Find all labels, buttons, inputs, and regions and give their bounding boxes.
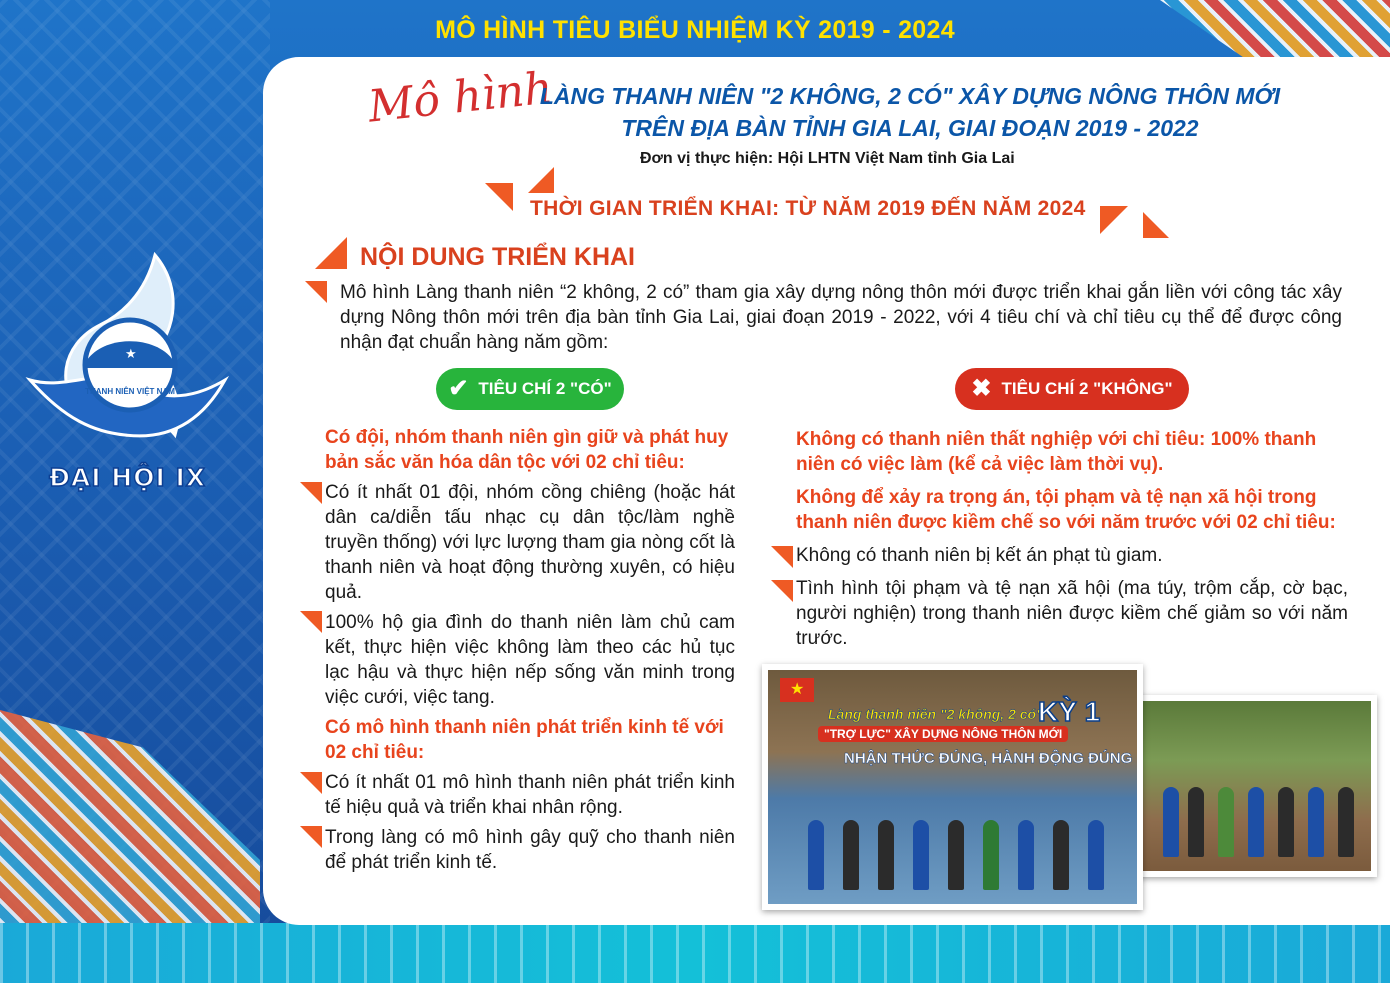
khong-heading1: Không có thanh niên thất nghiệp với chỉ tiêu: 100% thanh niên có việc làm (kể cả việc làm thời vụ). [796, 429, 1317, 475]
header-title: MÔ HÌNH TIÊU BIỂU NHIỆM KỲ 2019 - 2024 [435, 16, 955, 44]
criteria-co-label: TIÊU CHÍ 2 "CÓ" [478, 379, 612, 398]
section-heading: NỘI DUNG TRIỂN KHAI [360, 243, 635, 271]
co-group1-heading: Có đội, nhóm thanh niên gìn giữ và phát huy bản sắc văn hóa dân tộc với 02 chỉ tiêu: [325, 427, 729, 473]
banner-line2: "TRỢ LỰC" XÂY DỰNG NÔNG THÔN MỚI [818, 726, 1068, 742]
star-icon: ★ [125, 347, 137, 362]
bullet-triangle-icon [300, 772, 322, 794]
logo-ring-text: THANH NIÊN VIỆT NAM [85, 387, 175, 396]
criteria-khong-label: TIÊU CHÍ 2 "KHÔNG" [1001, 379, 1173, 398]
bullet-triangle-icon [300, 482, 322, 504]
cross-icon: ✖ [971, 375, 992, 402]
bullet-triangle-icon [300, 611, 322, 633]
photo-villagers [1137, 695, 1377, 877]
bullet-triangle-icon [771, 580, 793, 602]
flag-icon [780, 678, 814, 702]
corner-triangle [528, 167, 554, 193]
co-group2-item2: Trong làng có mô hình gây quỹ cho thanh niên để phát triển kinh tế. [325, 827, 735, 873]
check-icon: ✔ [448, 375, 469, 402]
photo-news-banner [762, 664, 1143, 910]
bullet-triangle-icon [771, 546, 793, 568]
model-title-line2: TRÊN ĐỊA BÀN TỈNH GIA LAI, GIAI ĐOẠN 2019 - 2022 [621, 115, 1199, 141]
co-group1-item2: 100% hộ gia đình do thanh niên làm chủ cam kết, thực hiện việc không làm theo các hủ tục lạc hậu và thực hiện nếp sống văn minh trong việc cưới, việc tang. [325, 612, 735, 708]
implementing-unit: Đơn vị thực hiện: Hội LHTN Việt Nam tỉnh Gia Lai [640, 150, 1015, 167]
khong-item2: Tình hình tội phạm và tệ nạn xã hội (ma túy, trộm cắp, cờ bạc, người nghiện) trong thanh niên được kiềm chế giảm so với năm trước. [796, 578, 1348, 649]
corner-triangle [1143, 212, 1169, 238]
logo-caption: ĐẠI HỘI IX [48, 463, 207, 492]
co-group2-item1: Có ít nhất 01 mô hình thanh niên phát triển kinh tế hiệu quả và triển khai nhân rộng. [325, 772, 735, 818]
bullet-triangle-icon [300, 826, 322, 848]
intro-paragraph: Mô hình Làng thanh niên “2 không, 2 có” tham gia xây dựng nông thôn mới được triển khai gắn liền với công tác xây dựng Nông thôn mới trên địa bàn tỉnh Gia Lai, giai đoạn 2019 - 2022, với 4 tiêu chí và chỉ tiêu cụ thể để được công nhận đạt chuẩn hàng năm gồm: [340, 282, 1342, 353]
co-group1-item1: Có ít nhất 01 đội, nhóm cồng chiêng (hoặc hát dân ca/diễn tấu nhạc cụ dân tộc/làm nghề truyền thống) với lực lượng tham gia nòng cốt là thanh niên và hoạt động thường xuyên, có hiệu quả. [325, 482, 735, 603]
bullet-triangle-icon [305, 281, 327, 303]
bottom-band [0, 923, 1390, 983]
criteria-khong-column [796, 427, 1348, 651]
corner-triangle [1100, 206, 1128, 234]
section-triangle-icon [315, 237, 347, 269]
criteria-khong-badge [955, 368, 1189, 410]
banner-episode: KỲ 1 [1038, 696, 1101, 727]
script-label: Mô hình [365, 62, 555, 133]
corner-triangle [485, 183, 513, 211]
criteria-co-column [325, 425, 735, 875]
banner-line1: Làng thanh niên "2 không, 2 có" [828, 706, 1043, 722]
khong-heading2: Không để xảy ra trọng án, tội phạm và tệ nạn xã hội trong thanh niên được kiềm chế so với năm trước với 02 chỉ tiêu: [796, 487, 1336, 533]
criteria-co-badge [436, 368, 624, 410]
implementation-period: THỜI GIAN TRIỂN KHAI: TỪ NĂM 2019 ĐẾN NĂM 2024 [530, 197, 1086, 220]
model-title-line1: LÀNG THANH NIÊN "2 KHÔNG, 2 CÓ" XÂY DỰNG NÔNG THÔN MỚI [539, 83, 1281, 109]
model-title [520, 80, 1300, 144]
khong-item1: Không có thanh niên bị kết án phạt tù giam. [796, 545, 1163, 566]
youth-union-logo [25, 250, 230, 495]
co-group2-heading: Có mô hình thanh niên phát triển kinh tế với 02 chỉ tiêu: [325, 717, 724, 763]
banner-line3: NHẬN THỨC ĐÚNG, HÀNH ĐỘNG ĐÚNG [844, 750, 1133, 767]
